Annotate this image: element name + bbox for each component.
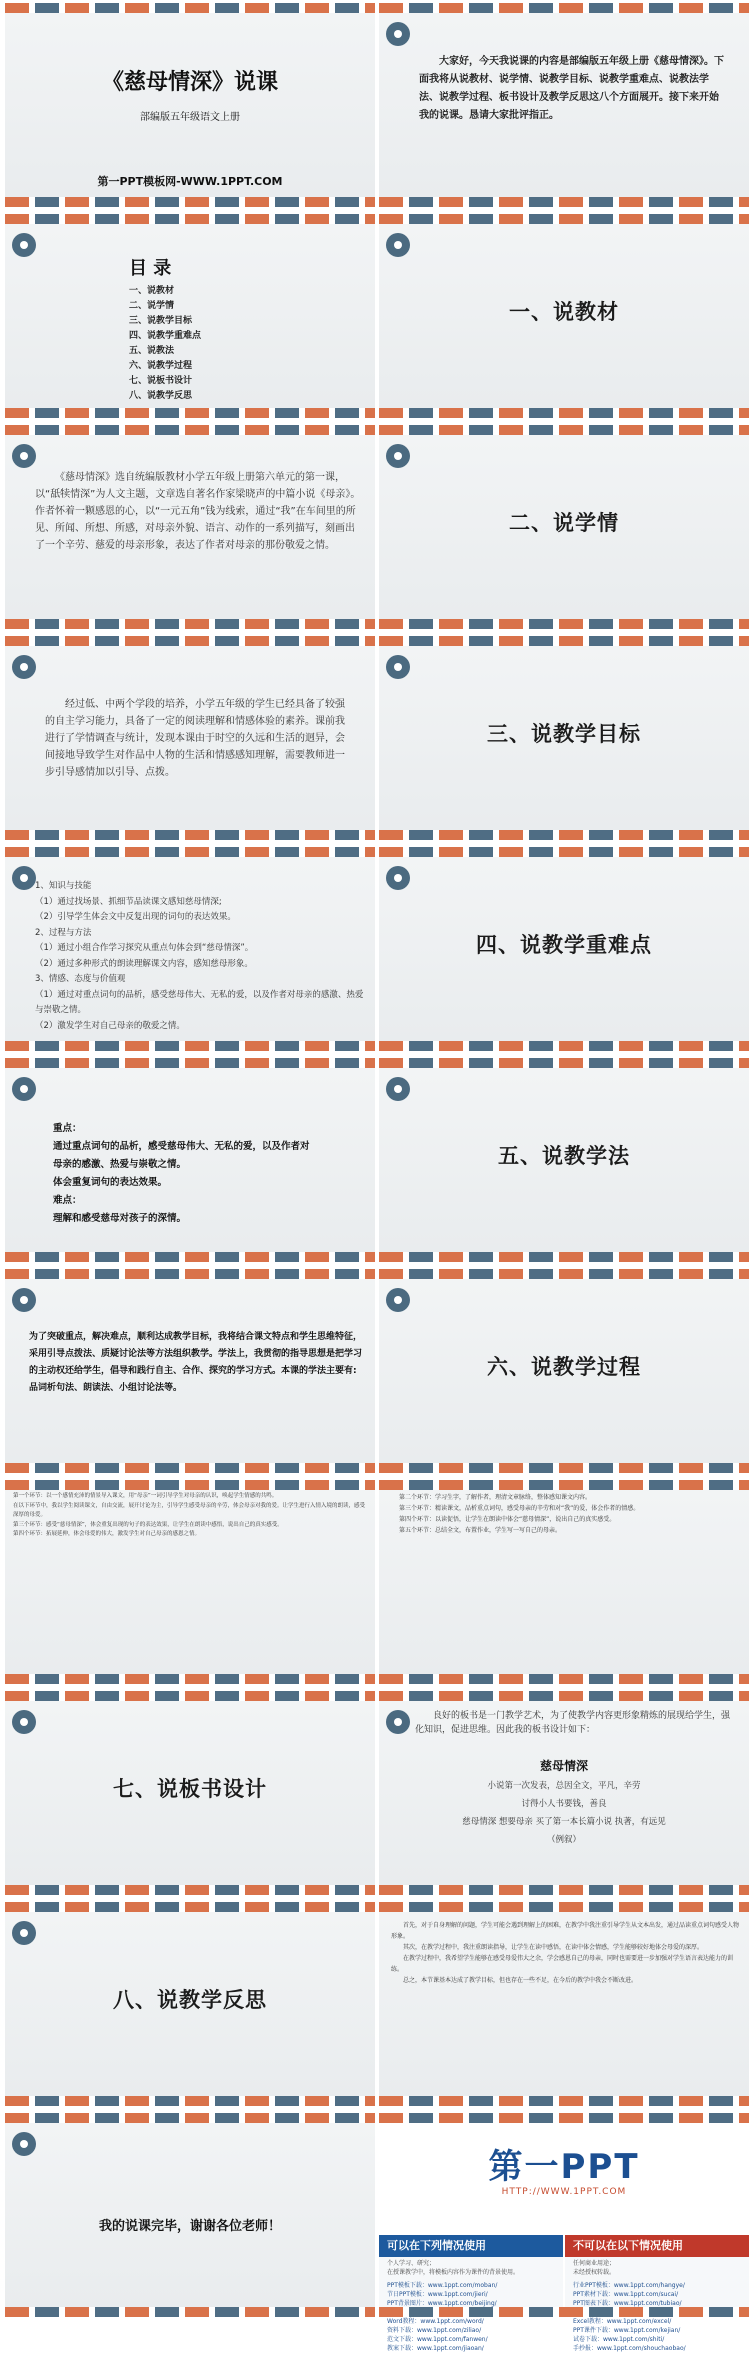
- toc-item[interactable]: 五、说教法: [129, 346, 175, 356]
- stripe-top: [5, 1058, 375, 1068]
- intro-text: 大家好，今天我说课的内容是部编版五年级上册《慈母情深》。下面我将从说教材、说学情、说教学目标、说教学重难点、说教法学法、说教学过程、板书设计及教学反思这八个方面展开。接下来开始我的说课。恳请大家批评指正。: [419, 56, 724, 121]
- circle-badge-icon: [386, 22, 410, 46]
- slide-body: [5, 13, 375, 197]
- stripe-bottom: [5, 1885, 375, 1895]
- stripe-bottom: [5, 197, 375, 207]
- stripe-top: [5, 425, 375, 435]
- slide-body: [379, 1912, 749, 2096]
- site-link[interactable]: PPT模板下载：www.1ppt.com/moban/: [387, 2282, 498, 2289]
- section-title: 七、说板书设计: [113, 1777, 267, 1801]
- banshu-lines: [379, 1777, 749, 1849]
- usage-forbidden-heading: 不可以在以下情况使用: [565, 2235, 749, 2257]
- stripe-bottom: [5, 1674, 375, 1684]
- circle-badge-icon: [386, 655, 410, 679]
- slide-body: [379, 435, 749, 619]
- section-title: 六、说教学过程: [487, 1355, 641, 1379]
- stripe-top: [379, 1691, 749, 1701]
- slide-toc[interactable]: [5, 214, 375, 418]
- stripe-bottom: [5, 2307, 375, 2317]
- circle-badge-icon: [12, 444, 36, 468]
- cover-subtitle: 部编版五年级语文上册: [140, 112, 240, 123]
- cover-title: 《慈母情深》说课: [101, 70, 278, 95]
- zhongnan-line: 通过重点词句的品析，感受慈母伟大、无私的爱，以及作者对: [53, 1141, 310, 1152]
- site-link[interactable]: PPT课件下载：www.1ppt.com/kejian/: [573, 2327, 681, 2334]
- stripe-bottom: [379, 1252, 749, 1262]
- stripe-top: [379, 425, 749, 435]
- brand-logo-area: [379, 2123, 749, 2235]
- toc-heading: 目 录: [129, 258, 172, 279]
- usage-allowed-panel: [379, 2235, 563, 2352]
- stripe-top: [379, 1902, 749, 1912]
- stripe-top: [5, 847, 375, 857]
- slide-section-2[interactable]: [379, 425, 749, 629]
- circle-badge-icon: [12, 1288, 36, 1312]
- slide-body: [379, 1701, 749, 1885]
- circle-badge-icon: [386, 233, 410, 257]
- cover-site: 第一PPT模板网-WWW.1PPT.COM: [97, 175, 283, 188]
- section-title: 五、说教学法: [498, 1144, 630, 1168]
- slide-section-7[interactable]: [5, 1691, 375, 1895]
- toc-item[interactable]: 三、说教学目标: [129, 316, 193, 326]
- toc-list: [129, 284, 201, 404]
- usage-forbidden-notes: [565, 2257, 749, 2279]
- circle-badge-icon: [12, 1710, 36, 1734]
- slide-cover[interactable]: [5, 3, 375, 207]
- usage-note: 任何商业用途；: [573, 2260, 616, 2267]
- site-link[interactable]: 教案下载：www.1ppt.com/jiaoan/: [387, 2345, 484, 2352]
- stripe-bottom: [5, 1463, 375, 1473]
- slide-body: [379, 646, 749, 830]
- guocheng-para: 第一个环节：以一个感情充沛的情景导入课文，用“母亲”一词引导学生对母亲的认识，唤起学生情感的共鸣。: [13, 1493, 278, 1499]
- slide-body: [5, 646, 375, 830]
- stripe-top: [379, 3, 749, 13]
- fansi-list: [391, 1920, 739, 1986]
- site-link[interactable]: 手抄报：www.1ppt.com/shouchaobao/: [573, 2345, 686, 2352]
- slide-body: [379, 857, 749, 1041]
- slide-body: [379, 13, 749, 197]
- banshu-line: 讨得小人书要钱，善良: [521, 1799, 607, 1809]
- slide-body: [5, 435, 375, 619]
- jiaocai-text: 《慈母情深》选自统编版教材小学五年级上册第六单元的第一课，以“舐犊情深”为人文主题，文章选自著名作家梁晓声的中篇小说《母亲》。作者怀着一颗感恩的心，以“一元五角”钱为线索，通过“我”在车间里的所见、所闻、所想、所感，对母亲外貌、语言、动作的一系列描写，刻画出了一个辛劳、慈爱的母亲形象，表达了作者对母亲的那份敬爱之情。: [35, 472, 361, 551]
- zhongnan-list: [53, 1120, 361, 1228]
- slide-guocheng-2[interactable]: [379, 1480, 749, 1684]
- stripe-top: [5, 1902, 375, 1912]
- slide-body: [5, 1068, 375, 1252]
- stripe-top: [379, 1269, 749, 1279]
- slide-brand[interactable]: [379, 2113, 749, 2352]
- toc-item[interactable]: 四、说教学重难点: [129, 331, 202, 341]
- mubiao-line: 2、过程与方法: [35, 927, 92, 938]
- slide-jiaofa[interactable]: [5, 1269, 375, 1473]
- slide-body: [5, 1912, 375, 2096]
- slide-body: [5, 1279, 375, 1463]
- stripe-bottom: [379, 1041, 749, 1051]
- usage-forbidden-panel: [565, 2235, 749, 2352]
- fansi-para: 首先，对于自身理解的问题，学生可能会遇到理解上的困难，在教学中我注重引导学生从文本出发，通过品读重点词句感受人物形象。: [391, 1922, 740, 1940]
- banshu-line: （例叙）: [546, 1835, 581, 1845]
- stripe-top: [5, 1691, 375, 1701]
- banshu-intro: 良好的板书是一门教学艺术，为了使教学内容更形象精炼的展现给学生，强化知识，促进思维。因此我的板书设计如下：: [415, 1711, 731, 1735]
- slide-intro[interactable]: [379, 3, 749, 207]
- stripe-top: [379, 2113, 749, 2123]
- slide-body: [5, 1490, 375, 1674]
- jiaofa-text: 为了突破重点，解决难点，顺利达成教学目标，我将结合课文特点和学生思维特征，采用引导点拨法、质疑讨论法等方法组织教学。学法上，我贯彻的指导思想是把学习的主动权还给学生，倡导和践行自主、合作、探究的学习方式。本课的学法主要有:品词析句法、朗读法、小组讨论法等。: [29, 1332, 363, 1393]
- brand-url[interactable]: HTTP://WWW.1PPT.COM: [501, 2187, 627, 2197]
- guocheng-para: 在以下环节中，我以学生阅读课文，自由交流，展开讨论为主，引导学生感受母亲的辛劳，体会母亲对我的爱。让学生进行入情入境的朗读，感受深厚的母爱。: [13, 1502, 366, 1518]
- toc-item[interactable]: 六、说教学过程: [129, 361, 193, 371]
- stripe-bottom: [379, 2096, 749, 2106]
- guocheng-2-list: [387, 1492, 741, 1536]
- stripe-top: [379, 636, 749, 646]
- circle-badge-icon: [12, 866, 36, 890]
- guocheng-para: 第五个环节：总结全文，布置作业，学生写一写自己的母亲。: [399, 1527, 562, 1534]
- stripe-bottom: [379, 1674, 749, 1684]
- circle-badge-icon: [386, 866, 410, 890]
- site-link[interactable]: PPT素材下载：www.1ppt.com/sucai/: [573, 2291, 679, 2298]
- toc-item[interactable]: 七、说板书设计: [129, 376, 193, 386]
- fansi-para: 在教学过程中，我希望学生能够在感受母爱伟大之余，学会感恩自己的母亲，同时也需要进一步加强对学生语言表达能力的训练。: [391, 1955, 734, 1973]
- usage-note: 在授课教学中，将模板内容作为课件的背景使用。: [387, 2269, 520, 2276]
- guocheng-para: 第三个环节：精读课文，品析重点词句，感受母亲的辛劳和对“我”的爱，体会作者的情感。: [399, 1505, 640, 1512]
- stripe-bottom: [5, 408, 375, 418]
- site-link[interactable]: Word教程：www.1ppt.com/word/: [387, 2318, 484, 2325]
- link-list-left: [379, 2279, 563, 2355]
- slide-zhongnan[interactable]: [5, 1058, 375, 1262]
- stripe-top: [5, 2113, 375, 2123]
- slide-guocheng-1[interactable]: [5, 1480, 375, 1684]
- circle-badge-icon: [386, 1077, 410, 1101]
- stripe-top: [5, 214, 375, 224]
- guocheng-para: 第二个环节：学习生字，了解作者，理清文章脉络，整体感知课文内容。: [399, 1494, 592, 1501]
- slide-body: [5, 857, 375, 1041]
- slide-xueqing[interactable]: [5, 636, 375, 840]
- slide-body: [5, 224, 375, 408]
- site-link[interactable]: PPT背景图片：www.1ppt.com/beijing/: [387, 2300, 497, 2307]
- guocheng-para: 第四个环节：以读促悟，让学生在朗读中体会“慈母情深”，说出自己的真实感受。: [399, 1516, 616, 1523]
- circle-badge-icon: [12, 2132, 36, 2156]
- section-title: 八、说教学反思: [113, 1988, 267, 2012]
- site-link[interactable]: PPT图表下载：www.1ppt.com/tubiao/: [573, 2300, 682, 2307]
- mubiao-line: （1）通过对重点词句的品析，感受慈母伟大、无私的爱，以及作者对母亲的感激、热爱与崇敬之情。: [35, 989, 364, 1015]
- site-link[interactable]: 资料下载：www.1ppt.com/ziliao/: [387, 2327, 482, 2334]
- stripe-bottom: [379, 619, 749, 629]
- guocheng-para: 第四个环节：拓展延伸，体会母爱的伟大，激发学生对自己母亲的感恩之情。: [13, 1531, 201, 1537]
- circle-badge-icon: [12, 655, 36, 679]
- mubiao-list: [35, 879, 365, 1034]
- section-title: 三、说教学目标: [487, 722, 641, 746]
- banshu-title: 慈母情深: [539, 1759, 588, 1773]
- fansi-para: 总之，本节课基本达成了教学目标，但也存在一些不足，在今后的教学中我会不断改进。: [403, 1977, 638, 1984]
- circle-badge-icon: [12, 1921, 36, 1945]
- toc-item[interactable]: 八、说教学反思: [129, 391, 193, 401]
- stripe-bottom: [5, 830, 375, 840]
- zhongnan-line: 难点：: [53, 1195, 82, 1206]
- mubiao-line: 3、情感、态度与价值观: [35, 974, 126, 984]
- slide-mubiao[interactable]: [5, 847, 375, 1051]
- slide-fansi[interactable]: [379, 1902, 749, 2106]
- mubiao-line: （2）激发学生对自己母亲的敬爱之情。: [35, 1020, 185, 1031]
- xueqing-text: 经过低、中两个学段的培养，小学五年级的学生已经具备了较强的自主学习能力，具备了一定的阅读理解和情感体验的素养。课前我进行了学情调查与统计，发现本课由于时空的久远和生活的迥异，会间接地导致学生对作品中人物的生活和情感感知理解，需要教师进一步引导感情加以引导、点拨。: [45, 699, 345, 778]
- slide-thanks[interactable]: [5, 2113, 375, 2317]
- stripe-top: [379, 1058, 749, 1068]
- section-title: 四、说教学重难点: [476, 933, 652, 957]
- slide-section-5[interactable]: [379, 1058, 749, 1262]
- stripe-bottom: [379, 830, 749, 840]
- slide-jiaocai[interactable]: [5, 425, 375, 629]
- guocheng-para: 第三个环节：感受“慈母情深”，体会重复出现的句子的表达效果，让学生在朗读中感悟，说出自己的真实感受。: [13, 1521, 283, 1528]
- stripe-bottom: [379, 2307, 749, 2317]
- banshu-line: 小说第一次发表，总因全文，平凡，辛劳: [487, 1781, 641, 1791]
- section-title: 一、说教材: [509, 300, 619, 324]
- section-title: 二、说学情: [509, 511, 619, 535]
- site-link[interactable]: 节日PPT模板：www.1ppt.com/jieri/: [387, 2291, 488, 2298]
- slide-section-1[interactable]: [379, 214, 749, 418]
- stripe-top: [5, 1480, 375, 1490]
- slide-section-4[interactable]: [379, 847, 749, 1051]
- fansi-para: 其次，在教学过程中，我注重朗读指导，让学生在读中感悟，在读中体会情感，学生能够较好地体会母爱的深厚。: [403, 1944, 704, 1951]
- usage-note: 未经授权转载。: [573, 2269, 616, 2276]
- stripe-top: [5, 1269, 375, 1279]
- stripe-top: [5, 636, 375, 646]
- circle-badge-icon: [386, 1710, 410, 1734]
- slide-body: [379, 1490, 749, 1674]
- slide-section-6[interactable]: [379, 1269, 749, 1473]
- stripe-bottom: [5, 619, 375, 629]
- zhongnan-line: 理解和感受慈母对孩子的深情。: [53, 1213, 187, 1224]
- stripe-bottom: [5, 2096, 375, 2106]
- guocheng-1-list: [13, 1492, 367, 1540]
- zhongnan-line: 母亲的感激、热爱与崇敬之情。: [53, 1159, 187, 1170]
- stripe-top: [5, 3, 375, 13]
- stripe-top: [379, 1480, 749, 1490]
- toc-item[interactable]: 二、说学情: [129, 301, 175, 311]
- stripe-top: [379, 847, 749, 857]
- thanks-text: 我的说课完毕，谢谢各位老师！: [98, 2219, 281, 2234]
- stripe-bottom: [379, 408, 749, 418]
- usage-allowed-notes: [379, 2257, 563, 2279]
- slide-section-3[interactable]: [379, 636, 749, 840]
- slide-body: [379, 1068, 749, 1252]
- usage-note: 个人学习、研究；: [387, 2260, 436, 2267]
- site-link[interactable]: 范文下载：www.1ppt.com/fanwen/: [387, 2336, 488, 2343]
- slide-body: [5, 2123, 375, 2307]
- circle-badge-icon: [12, 1077, 36, 1101]
- stripe-bottom: [379, 1463, 749, 1473]
- site-link[interactable]: 行业PPT模板：www.1ppt.com/hangye/: [573, 2282, 685, 2289]
- slide-section-8[interactable]: [5, 1902, 375, 2106]
- mubiao-line: 1、知识与技能: [35, 881, 92, 891]
- mubiao-line: （1）通过小组合作学习探究从重点句体会到“慈母情深”。: [35, 943, 254, 953]
- stripe-bottom: [379, 1885, 749, 1895]
- site-link[interactable]: 试卷下载：www.1ppt.com/shiti/: [573, 2336, 665, 2343]
- zhongnan-line: 重点：: [53, 1123, 82, 1134]
- circle-badge-icon: [386, 1288, 410, 1312]
- slide-banshu[interactable]: [379, 1691, 749, 1895]
- zhongnan-line: 体会重复词句的表达效果。: [53, 1177, 168, 1188]
- slide-body: [379, 224, 749, 408]
- brand-logo[interactable]: 第一PPT: [488, 2147, 640, 2187]
- slide-body: [379, 1279, 749, 1463]
- usage-allowed-heading: 可以在下列情况使用: [379, 2235, 563, 2257]
- mubiao-line: （2）引导学生体会文中反复出现的词句的表达效果。: [35, 912, 236, 922]
- circle-badge-icon: [386, 444, 410, 468]
- stripe-bottom: [5, 1252, 375, 1262]
- mubiao-line: （1）通过找场景、抓细节品读课文感知慈母情深;: [35, 896, 222, 907]
- site-link[interactable]: Excel教程：www.1ppt.com/excel/: [573, 2318, 672, 2325]
- banshu-line: 慈母情深 想要母亲 买了第一本长篇小说 执著，有远见: [462, 1817, 666, 1827]
- stripe-bottom: [379, 197, 749, 207]
- link-list-right: [565, 2279, 749, 2355]
- stripe-bottom: [5, 1041, 375, 1051]
- slide-body: [5, 1701, 375, 1885]
- circle-badge-icon: [12, 233, 36, 257]
- toc-item[interactable]: 一、说教材: [129, 286, 175, 296]
- stripe-top: [379, 214, 749, 224]
- mubiao-line: （2）通过多种形式的朗读理解课文内容，感知慈母形象。: [35, 958, 253, 969]
